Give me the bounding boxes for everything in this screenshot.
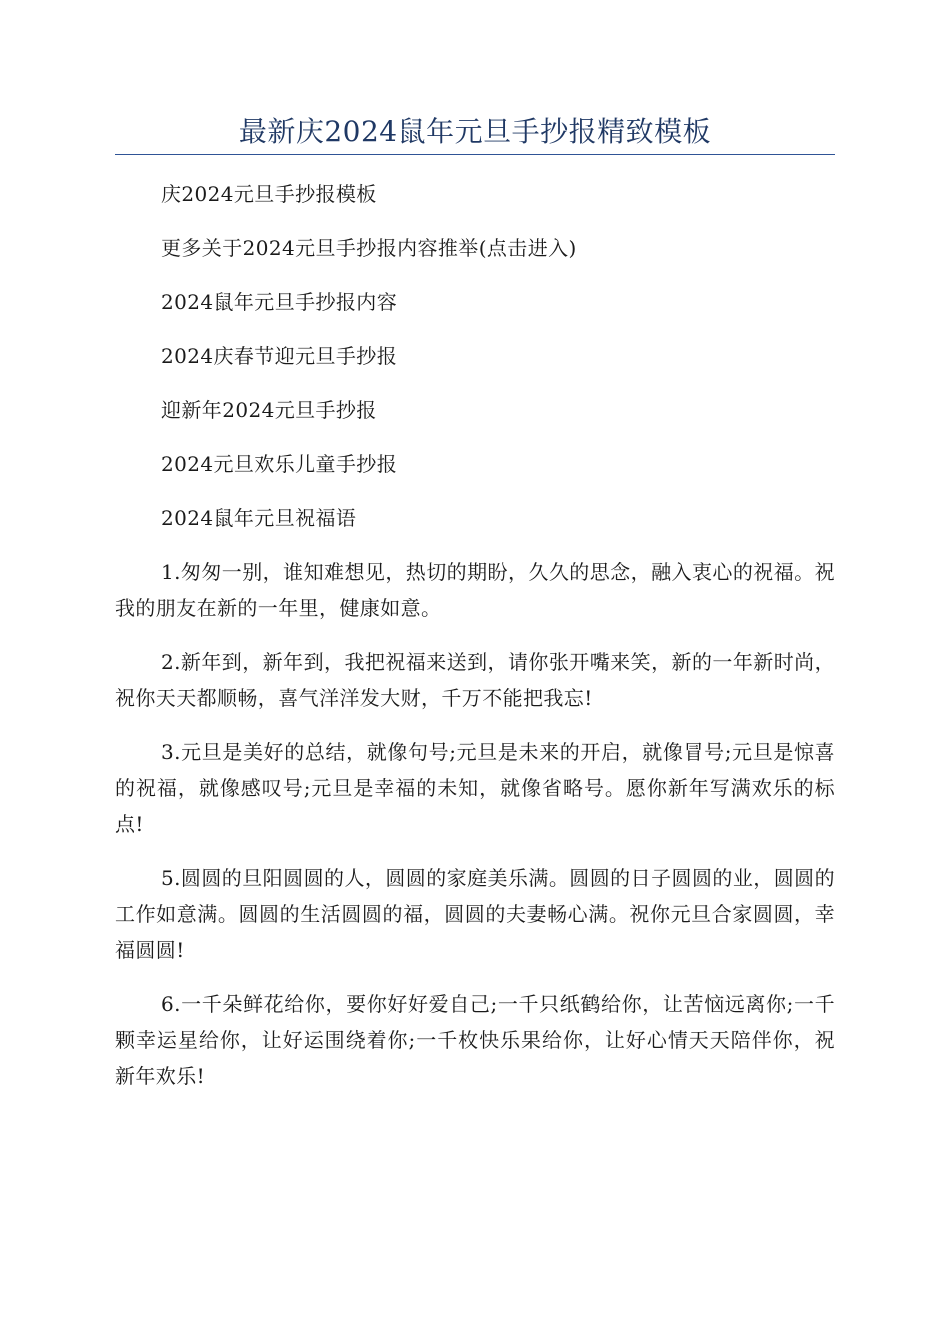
list-item: 2024庆春节迎元旦手抄报	[161, 344, 398, 368]
greeting-paragraph: 6.一千朵鲜花给你，要你好好爱自己;一千只纸鹤给你，让苦恼远离你;一千颗幸运星给你，让好运围绕着你;一千枚快乐果给你，让好心情天天陪伴你，祝新年欢乐!	[115, 992, 835, 1088]
greeting-paragraph: 5.圆圆的旦阳圆圆的人，圆圆的家庭美乐满。圆圆的日子圆圆的业，圆圆的工作如意满。圆圆的生活圆圆的福，圆圆的夫妻畅心满。祝你元旦合家圆圆，幸福圆圆!	[115, 866, 835, 962]
document-body	[115, 176, 835, 1112]
document-title: 最新庆2024鼠年元旦手抄报精致模板	[238, 115, 712, 148]
greeting-paragraph: 1.匆匆一别，谁知难想见，热切的期盼，久久的思念，融入衷心的祝福。祝我的朋友在新的一年里，健康如意。	[115, 560, 835, 620]
list-item: 2024鼠年元旦手抄报内容	[161, 290, 398, 314]
title-underline	[115, 154, 835, 155]
list-item: 迎新年2024元旦手抄报	[161, 398, 377, 422]
list-item: 2024鼠年元旦祝福语	[161, 506, 357, 530]
list-item: 庆2024元旦手抄报模板	[161, 182, 377, 206]
greeting-paragraph: 2.新年到，新年到，我把祝福来送到，请你张开嘴来笑，新的一年新时尚，祝你天天都顺畅，喜气洋洋发大财，千万不能把我忘!	[115, 650, 835, 710]
list-item: 2024元旦欢乐儿童手抄报	[161, 452, 398, 476]
list-item[interactable]: 更多关于2024元旦手抄报内容推举(点击进入)	[161, 236, 577, 260]
greeting-paragraph: 3.元旦是美好的总结，就像句号;元旦是未来的开启，就像冒号;元旦是惊喜的祝福，就像感叹号;元旦是幸福的未知，就像省略号。愿你新年写满欢乐的标点!	[115, 740, 835, 836]
